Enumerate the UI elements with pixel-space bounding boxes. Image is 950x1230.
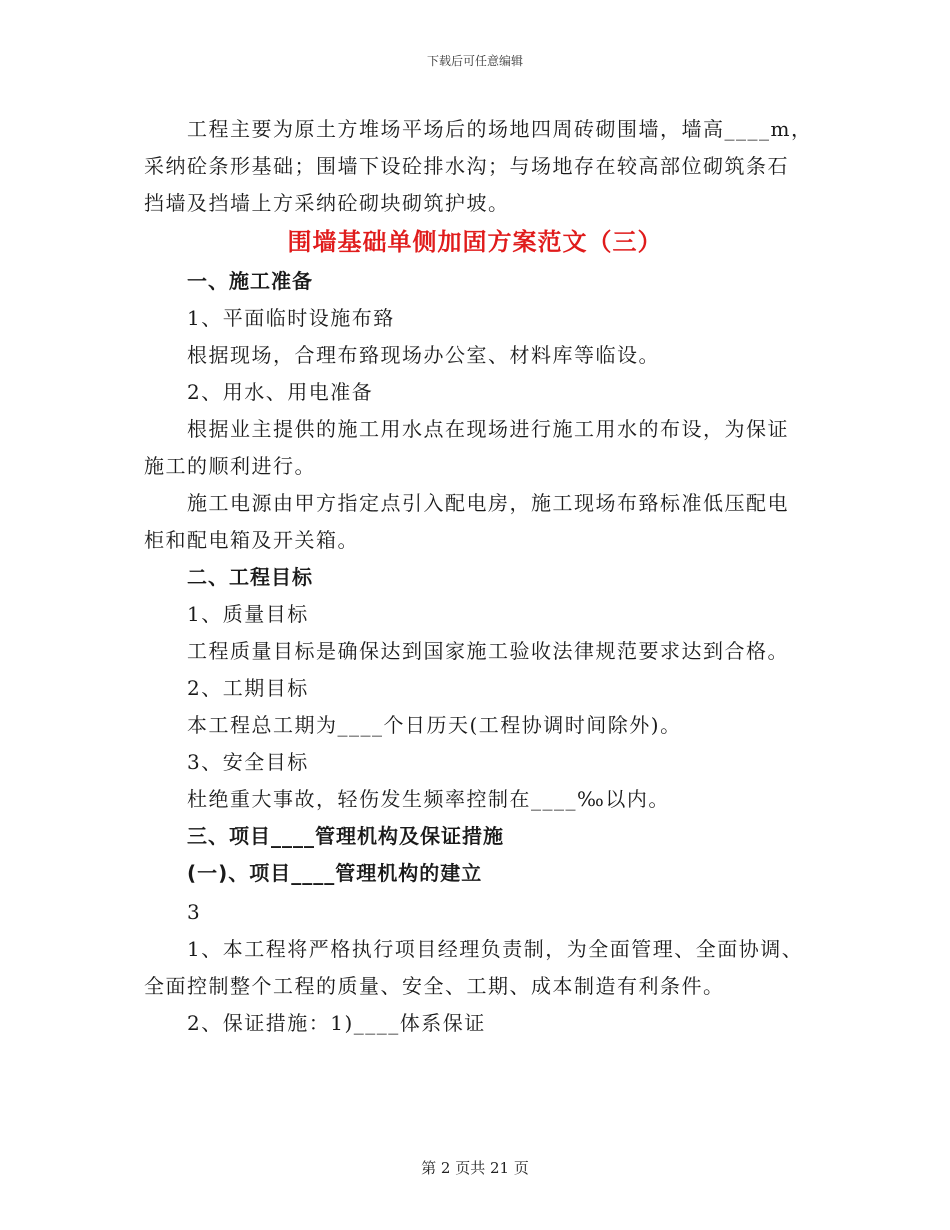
subheading-1-2: 2、用水、用电准备 [187,380,374,404]
paragraph-2-3: 杜绝重大事故，轻伤发生频率控制在____‰以内。 [187,787,670,811]
paragraph-1-2-line-2: 施工的顺利进行。 [144,454,316,478]
paragraph-3-2: 2、保证措施：1)____体系保证 [187,1011,486,1035]
section-heading-1: 一、施工准备 [187,269,313,293]
stray-number: 3 [187,900,202,924]
section-heading-3: 三、项目____管理机构及保证措施 [187,824,504,848]
intro-paragraph-line-2: 采纳砼条形基础；围墙下设砼排水沟；与场地存在较高部位砌筑条石 [144,154,789,178]
subheading-2-1: 1、质量目标 [187,602,309,626]
paragraph-1-2-line-1: 根据业主提供的施工用水点在现场进行施工用水的布设，为保证 [187,417,789,441]
intro-paragraph-line-1: 工程主要为原土方堆场平场后的场地四周砖砌围墙，墙高____m， [187,117,813,141]
paragraph-1-2b-line-2: 柜和配电箱及开关箱。 [144,528,359,552]
page-footer: 第 2 页共 21 页 [421,1159,529,1177]
paragraph-1-2b-line-1: 施工电源由甲方指定点引入配电房，施工现场布臵标准低压配电 [187,491,789,515]
paragraph-3-1-line-2: 全面控制整个工程的质量、安全、工期、成本制造有利条件。 [144,974,725,998]
paragraph-2-2: 本工程总工期为____个日历天(工程协调时间除外)。 [187,713,682,737]
subheading-2-2: 2、工期目标 [187,676,309,700]
subheading-3-1: (一)、项目____管理机构的建立 [187,861,483,885]
section-heading-2: 二、工程目标 [187,565,313,589]
subheading-2-3: 3、安全目标 [187,750,309,774]
paragraph-2-1: 工程质量目标是确保达到国家施工验收法律规范要求达到合格。 [187,639,789,663]
paragraph-3-1-line-1: 1、本工程将严格执行项目经理负责制，为全面管理、全面协调、 [187,937,804,961]
paragraph-1-1: 根据现场，合理布臵现场办公室、材料库等临设。 [187,343,660,367]
document-title: 围墙基础单侧加固方案范文（三） [287,228,663,256]
intro-paragraph-line-3: 挡墙及挡墙上方采纳砼砌块砌筑护坡。 [144,191,510,215]
subheading-1-1: 1、平面临时设施布臵 [187,306,395,330]
page-header: 下载后可任意编辑 [426,54,523,68]
